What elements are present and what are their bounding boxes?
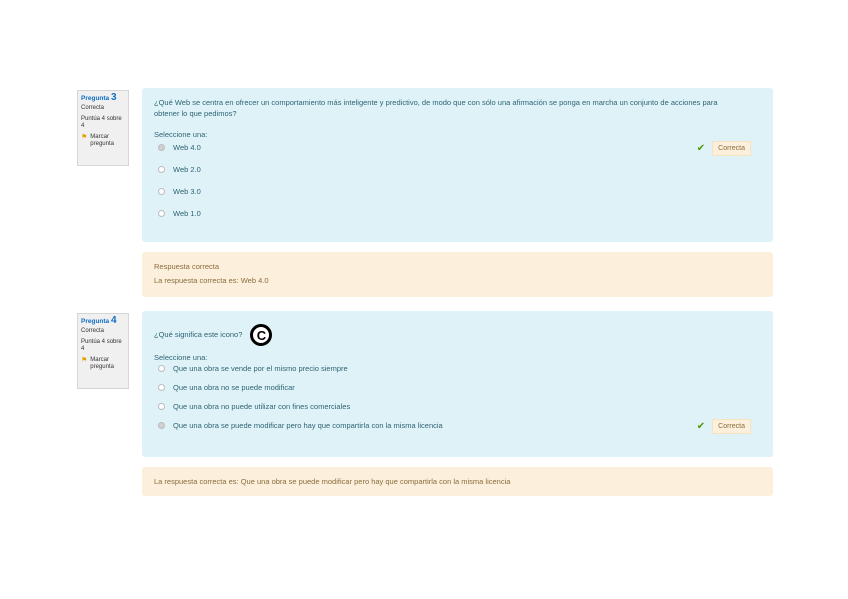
question-outcome-3 — [142, 252, 773, 297]
correct-badge: Correcta — [712, 141, 751, 156]
flag-icon: ⚑ — [81, 134, 88, 141]
answer-prompt: Seleccione una: — [154, 353, 208, 362]
answer-option[interactable]: Web 1.0 — [154, 202, 761, 224]
question-text: ¿Qué Web se centra en ofrecer un comportamiento más inteligente y predictivo, de modo que con sólo una afirmación se ponga en marcha un conjunto de acciones para obtener lo que pedimos? — [154, 98, 718, 118]
right-answer: La respuesta correcta es: Que una obra se puede modificar pero hay que compartirla con la misma licencia — [154, 477, 511, 486]
check-icon: ✔ — [696, 421, 706, 432]
radio-button[interactable] — [158, 210, 165, 217]
answer-option[interactable]: Web 4.0 ✔ Correcta — [154, 136, 761, 158]
radio-button[interactable] — [158, 403, 165, 410]
check-icon: ✔ — [696, 143, 706, 154]
flag-question-link[interactable]: ⚑ Marcar pregunta — [81, 134, 114, 147]
radio-button[interactable] — [158, 422, 165, 429]
correct-badge: Correcta — [712, 419, 751, 434]
question-number: Pregunta 3 — [81, 92, 117, 103]
radio-button[interactable] — [158, 188, 165, 195]
question-number: Pregunta 4 — [81, 315, 117, 326]
copyleft-icon: C — [250, 324, 272, 346]
question-state: Correcta — [81, 328, 105, 334]
outcome-status: Respuesta correcta — [154, 262, 220, 271]
radio-button[interactable] — [158, 166, 165, 173]
question-state: Correcta — [81, 105, 105, 111]
answer-option[interactable]: Que una obra se vende por el mismo precio siempre — [154, 359, 761, 378]
flag-icon: ⚑ — [81, 357, 88, 364]
radio-button[interactable] — [158, 365, 165, 372]
answer-prompt: Seleccione una: — [154, 130, 208, 139]
right-answer: La respuesta correcta es: Web 4.0 — [154, 276, 269, 285]
answer-option[interactable]: Que una obra se puede modificar pero hay que compartirla con la misma licencia ✔ Correcta — [154, 416, 761, 435]
question-info-3 — [77, 90, 129, 166]
answer-option[interactable]: Que una obra no se puede modificar — [154, 378, 761, 397]
question-info-4 — [77, 313, 129, 389]
answer-option[interactable]: Web 3.0 — [154, 180, 761, 202]
radio-button[interactable] — [158, 384, 165, 391]
answer-option[interactable]: Web 2.0 — [154, 158, 761, 180]
question-grade: Puntúa 4 sobre 4 — [81, 116, 122, 129]
question-outcome-4 — [142, 467, 773, 496]
question-formulation-4 — [142, 311, 773, 457]
question-formulation-3 — [142, 88, 773, 242]
question-grade: Puntúa 4 sobre 4 — [81, 339, 122, 352]
flag-question-link[interactable]: ⚑ Marcar pregunta — [81, 357, 114, 370]
radio-button[interactable] — [158, 144, 165, 151]
answer-option[interactable]: Que una obra no puede utilizar con fines comerciales — [154, 397, 761, 416]
question-text: ¿Qué significa este icono? C — [154, 324, 744, 346]
